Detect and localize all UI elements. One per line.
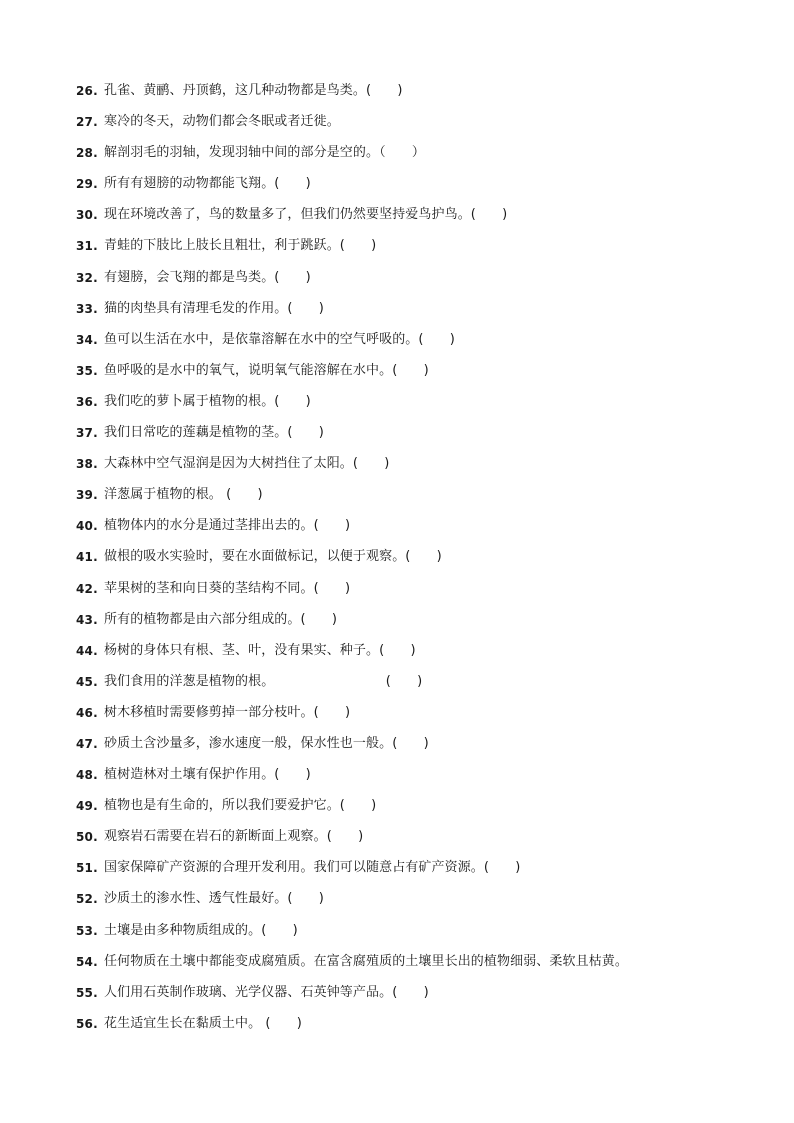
question-text: 植树造林对土壤有保护作用。( ) (104, 767, 311, 783)
question-item (76, 391, 766, 422)
question-number: 33. (76, 301, 98, 316)
question-item (76, 671, 766, 702)
question-number: 50. (76, 830, 98, 845)
question-number: 51. (76, 861, 98, 876)
question-text: 所有的植物都是由六部分组成的。( ) (104, 611, 338, 627)
question-item (76, 453, 766, 484)
question-number: 30. (76, 208, 98, 223)
question-number: 49. (76, 799, 98, 814)
question-text: 有翅膀，会飞翔的都是鸟类。( ) (104, 269, 311, 285)
question-number: 39. (76, 488, 98, 503)
question-text: 植物也是有生命的，所以我们要爱护它。( ) (104, 798, 377, 814)
question-item (76, 173, 766, 204)
question-item (76, 111, 766, 142)
question-text: 鱼呼吸的是水中的氧气，说明氧气能溶解在水中。( ) (104, 362, 429, 378)
question-text: 国家保障矿产资源的合理开发利用。我们可以随意占有矿产资源。( ) (104, 860, 521, 876)
question-number: 29. (76, 177, 98, 192)
question-number: 41. (76, 550, 98, 565)
question-text: 树木移植时需要修剪掉一部分枝叶。( ) (104, 704, 351, 720)
question-number: 38. (76, 457, 98, 472)
question-number: 36. (76, 394, 98, 409)
question-item (76, 1013, 766, 1044)
question-number: 35. (76, 363, 98, 378)
question-text: 洋葱属于植物的根。 ( ) (104, 487, 263, 503)
question-number: 37. (76, 426, 98, 441)
question-text: 孔雀、黄鹂、丹顶鹤，这几种动物都是鸟类。( ) (104, 83, 403, 98)
question-text: 大森林中空气湿润是因为大树挡住了太阳。( ) (104, 456, 390, 472)
question-number: 34. (76, 332, 98, 347)
question-text: 鱼可以生活在水中，是依靠溶解在水中的空气呼吸的。( ) (104, 331, 455, 347)
question-number: 46. (76, 705, 98, 720)
question-text: 猫的肉垫具有清理毛发的作用。( ) (104, 300, 324, 316)
question-number: 42. (76, 581, 98, 596)
question-item (76, 142, 766, 173)
question-text: 寒冷的冬天，动物们都会冬眠或者迁徙。 (104, 114, 340, 130)
question-item (76, 80, 766, 111)
question-number: 48. (76, 768, 98, 783)
question-item (76, 546, 766, 577)
question-text: 土壤是由多种物质组成的。( ) (104, 922, 298, 938)
question-number: 53. (76, 923, 98, 938)
question-item (76, 764, 766, 795)
question-item (76, 329, 766, 360)
question-number: 32. (76, 270, 98, 285)
question-number: 28. (76, 146, 98, 161)
question-item (76, 578, 766, 609)
question-number: 54. (76, 954, 98, 969)
question-item (76, 609, 766, 640)
question-item (76, 298, 766, 329)
question-list (76, 80, 766, 1044)
question-text: 苹果树的茎和向日葵的茎结构不同。( ) (104, 580, 351, 596)
question-text: 任何物质在土壤中都能变成腐殖质。在富含腐殖质的土壤里长出的植物细弱、柔软且枯黄。 (104, 953, 629, 969)
question-item (76, 857, 766, 888)
question-item (76, 360, 766, 391)
question-number: 45. (76, 674, 98, 689)
question-item (76, 640, 766, 671)
question-number: 43. (76, 612, 98, 627)
question-text: 我们日常吃的莲藕是植物的茎。( ) (104, 425, 324, 441)
question-text: 杨树的身体只有根、茎、叶，没有果实、种子。( ) (104, 642, 416, 658)
question-number: 40. (76, 519, 98, 534)
question-text: 植物体内的水分是通过茎排出去的。( ) (104, 518, 351, 534)
question-item (76, 733, 766, 764)
question-text: 观察岩石需要在岩石的新断面上观察。( ) (104, 829, 364, 845)
question-text: 所有有翅膀的动物都能飞翔。( ) (104, 176, 311, 192)
question-item (76, 826, 766, 857)
question-item (76, 920, 766, 951)
question-item (76, 951, 766, 982)
question-number: 27. (76, 115, 98, 130)
question-text: 解剖羽毛的羽轴，发现羽轴中间的部分是空的。（ ） (104, 145, 426, 161)
question-text: 青蛙的下肢比上肢长且粗壮，利于跳跃。( ) (104, 238, 377, 254)
question-text: 砂质土含沙量多，渗水速度一般，保水性也一般。( ) (104, 735, 429, 751)
question-text: 现在环境改善了，鸟的数量多了，但我们仍然要坚持爱鸟护鸟。( ) (104, 207, 508, 223)
question-number: 31. (76, 239, 98, 254)
question-text: 我们食用的洋葱是植物的根。 ( ) (104, 673, 423, 689)
question-text: 沙质土的渗水性、透气性最好。( ) (104, 891, 324, 907)
question-number: 47. (76, 736, 98, 751)
question-text: 做根的吸水实验时，要在水面做标记，以便于观察。( ) (104, 549, 442, 565)
question-item (76, 515, 766, 546)
question-item (76, 422, 766, 453)
question-item (76, 267, 766, 298)
question-item (76, 204, 766, 235)
question-number: 52. (76, 892, 98, 907)
question-number: 26. (76, 84, 98, 98)
question-item (76, 702, 766, 733)
question-text: 我们吃的萝卜属于植物的根。( ) (104, 393, 311, 409)
question-text: 花生适宜生长在黏质土中。 ( ) (104, 1015, 302, 1031)
question-item (76, 982, 766, 1013)
question-item (76, 235, 766, 266)
question-item (76, 888, 766, 919)
question-item (76, 484, 766, 515)
question-number: 55. (76, 985, 98, 1000)
question-text: 人们用石英制作玻璃、光学仪器、石英钟等产品。( ) (104, 984, 429, 1000)
question-item (76, 795, 766, 826)
question-number: 44. (76, 643, 98, 658)
question-number: 56. (76, 1016, 98, 1031)
